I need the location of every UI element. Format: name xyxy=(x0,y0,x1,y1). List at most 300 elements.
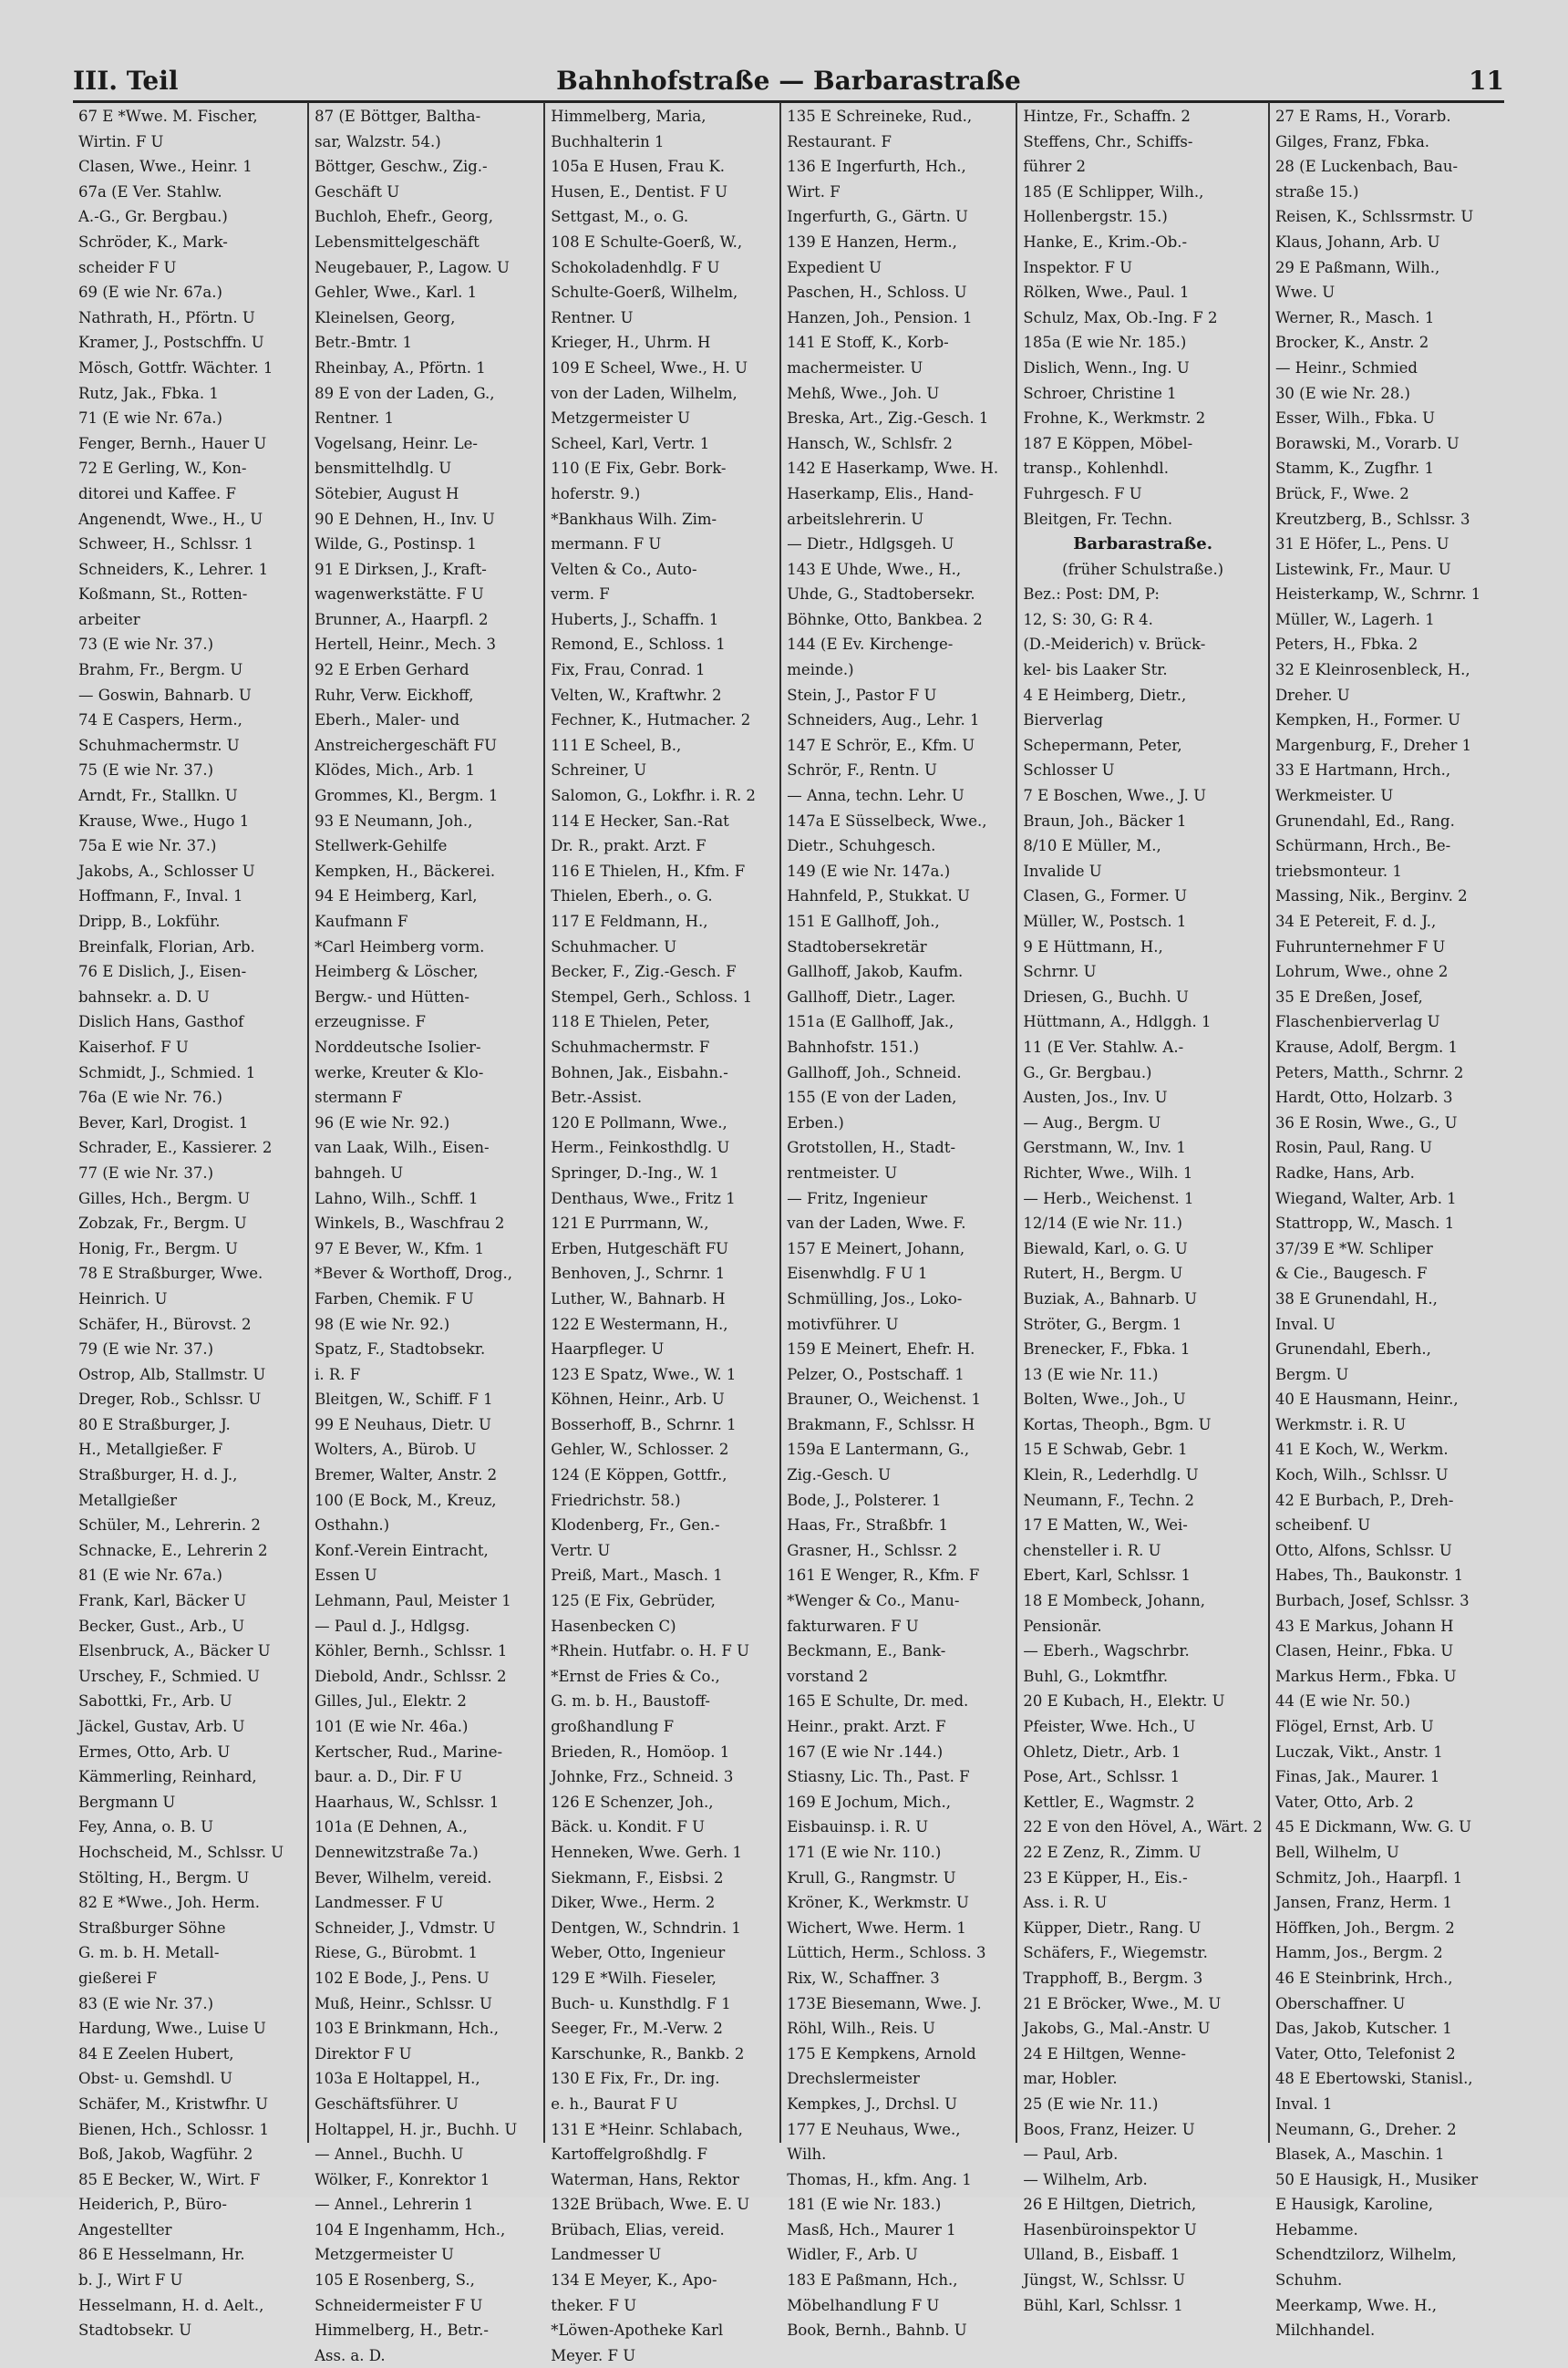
directory-entry: Landmesser U xyxy=(551,2246,662,2264)
directory-entry: — Paul, Arb. xyxy=(1023,2146,1119,2164)
directory-entry: Henneken, Wwe. Gerh. 1 xyxy=(551,1843,743,1861)
directory-entry: Klaus, Johann, Arb. U xyxy=(1274,233,1440,251)
directory-entry: Schuhmacher. U xyxy=(551,937,677,956)
directory-entry: Schrnr. U xyxy=(1023,963,1097,981)
directory-entry: Schroer, Christine 1 xyxy=(1023,384,1177,402)
directory-entry: 31 E Höfer, L., Pens. U xyxy=(1274,535,1449,553)
street-range-title: Bahnhofstraße — Barbarastraße xyxy=(556,66,1021,96)
directory-entry: Rutert, H., Bergm. U xyxy=(1023,1265,1183,1283)
directory-entry: werke, Kreuter & Klo- xyxy=(315,1063,484,1081)
directory-entry: Expedient U xyxy=(787,258,882,276)
directory-entry: Brieden, R., Homöop. 1 xyxy=(551,1742,730,1761)
directory-entry: Gilles, Jul., Elektr. 2 xyxy=(315,1692,467,1711)
directory-entry: Jakobs, G., Mal.-Anstr. U xyxy=(1023,2020,1211,2038)
directory-entry: 116 E Thielen, H., Kfm. F xyxy=(551,862,746,880)
directory-entry: 139 E Hanzen, Herm., xyxy=(787,233,957,251)
directory-entry: 90 E Dehnen, H., Inv. U xyxy=(315,510,495,528)
directory-entry: 147 E Schrör, E., Kfm. U xyxy=(787,736,975,754)
directory-entry: Peters, H., Fbka. 2 xyxy=(1274,636,1418,654)
directory-entry: 4 E Heimberg, Dietr., xyxy=(1023,686,1187,704)
directory-entry: Kempken, H., Bäckerei. xyxy=(315,862,496,880)
directory-entry: wagenwerkstätte. F U xyxy=(315,585,484,604)
directory-entry: 111 E Scheel, B., xyxy=(551,736,682,754)
directory-entry: Angestellter xyxy=(78,2220,172,2239)
directory-entry: Drechslermeister xyxy=(787,2070,920,2088)
directory-entry: Vogelsang, Heinr. Le- xyxy=(315,434,478,452)
directory-entry: Meerkamp, Wwe. H., xyxy=(1274,2296,1437,2314)
directory-entry: erzeugnisse. F xyxy=(315,1013,426,1031)
directory-entry: 12, S: 30, G: R 4. xyxy=(1023,610,1153,628)
directory-entry: Rutz, Jak., Fbka. 1 xyxy=(78,384,219,402)
directory-entry: Hintze, Fr., Schaffn. 2 xyxy=(1023,108,1191,125)
directory-entry: Werkmeister. U xyxy=(1274,787,1394,805)
directory-entry: Muß, Heinr., Schlssr. U xyxy=(315,1994,492,2012)
directory-entry: 159a E Lantermann, G., xyxy=(787,1441,970,1459)
directory-entry: G. m. b. H. Metall- xyxy=(78,1944,220,1962)
directory-entry: Ruhr, Verw. Eickhoff, xyxy=(315,686,474,704)
directory-entry: Buch- u. Kunsthdlg. F 1 xyxy=(551,1994,731,2012)
directory-entry: Bosserhoff, B., Schrnr. 1 xyxy=(551,1415,737,1433)
directory-entry: Wilh. xyxy=(787,2146,827,2164)
directory-entry: Lebensmittelgeschäft xyxy=(315,233,480,251)
directory-entry: Konf.-Verein Eintracht, xyxy=(315,1541,489,1559)
directory-entry: b. J., Wirt F U xyxy=(78,2271,183,2290)
directory-entry: 23 E Küpper, H., Eis.- xyxy=(1023,1868,1188,1887)
directory-entry: Dreger, Rob., Schlssr. U xyxy=(78,1391,262,1409)
directory-entry: Honig, Fr., Bergm. U xyxy=(78,1239,238,1257)
directory-entry: Hahnfeld, P., Stukkat. U xyxy=(787,887,970,905)
directory-entry: Wolters, A., Bürob. U xyxy=(315,1441,477,1459)
directory-entry: Werner, R., Masch. 1 xyxy=(1274,308,1435,326)
directory-entry: 134 E Meyer, K., Apo- xyxy=(551,2271,717,2290)
directory-entry: E Hausigk, Karoline, xyxy=(1274,2196,1434,2214)
directory-entry: Bergw.- und Hütten- xyxy=(315,988,469,1006)
directory-entry: Hasenbecken C) xyxy=(551,1617,676,1635)
directory-entry: Beckmann, E., Bank- xyxy=(787,1642,946,1660)
directory-entry: 136 E Ingerfurth, Hch., xyxy=(787,158,966,176)
directory-entry: Schokoladenhdlg. F U xyxy=(551,258,720,276)
directory-entry: 99 E Neuhaus, Dietr. U xyxy=(315,1415,491,1433)
directory-entry: bensmittelhdlg. U xyxy=(315,460,452,478)
directory-entry: Straßburger, H. d. J., xyxy=(78,1466,238,1484)
directory-entry: Jansen, Franz, Herm. 1 xyxy=(1274,1894,1453,1912)
directory-entry: 18 E Mombeck, Johann, xyxy=(1023,1592,1205,1610)
directory-entry: Wirt. F xyxy=(787,182,841,201)
directory-entry: 100 (E Bock, M., Kreuz, xyxy=(315,1491,497,1509)
directory-entry: mermann. F U xyxy=(551,535,662,553)
directory-entry: Springer, D.-Ing., W. 1 xyxy=(551,1163,719,1182)
directory-entry: Husen, E., Dentist. F U xyxy=(551,182,728,201)
directory-entry: 157 E Meinert, Johann, xyxy=(787,1239,965,1257)
directory-column-1 xyxy=(73,102,309,2340)
directory-entry: 151 E Gallhoff, Joh., xyxy=(787,913,940,930)
directory-entry: Richter, Wwe., Wilh. 1 xyxy=(1023,1163,1193,1182)
directory-entry: — Paul d. J., Hdlgsg. xyxy=(315,1617,470,1635)
directory-entry: 187 E Köppen, Möbel- xyxy=(1023,434,1193,452)
directory-entry: kel- bis Laaker Str. xyxy=(1023,661,1168,679)
directory-entry: *Wenger & Co., Manu- xyxy=(787,1592,960,1610)
directory-entry: *Bever & Worthoff, Drog., xyxy=(315,1265,512,1283)
directory-entry: 159 E Meinert, Ehefr. H. xyxy=(787,1340,975,1359)
directory-entry: 45 E Dickmann, Ww. G. U xyxy=(1274,1818,1472,1836)
directory-entry: Kaiserhof. F U xyxy=(78,1038,189,1056)
directory-entry: Wilde, G., Postinsp. 1 xyxy=(315,535,477,553)
directory-entry: 135 E Schreineke, Rud., xyxy=(787,108,973,125)
directory-entry: *Ernst de Fries & Co., xyxy=(551,1667,720,1685)
directory-entry: 181 (E wie Nr. 183.) xyxy=(787,2196,942,2214)
directory-entry: Röhl, Wilh., Reis. U xyxy=(787,2020,935,2038)
directory-entry: Hesselmann, H. d. Aelt., xyxy=(78,2296,264,2314)
directory-entry: Wichert, Wwe. Herm. 1 xyxy=(787,1918,966,1937)
directory-entry: Heimberg & Löscher, xyxy=(315,963,479,981)
directory-entry: Winkels, B., Waschfrau 2 xyxy=(315,1215,505,1233)
directory-entry: Widler, F., Arb. U xyxy=(787,2246,918,2264)
directory-entry: 102 E Bode, J., Pens. U xyxy=(315,1969,490,1987)
directory-entry: 105 E Rosenberg, S., xyxy=(315,2271,475,2290)
directory-entry: H., Metallgießer. F xyxy=(78,1441,223,1459)
directory-entry: Huberts, J., Schaffn. 1 xyxy=(551,610,719,628)
directory-entry: Bremer, Walter, Anstr. 2 xyxy=(315,1466,498,1484)
directory-entry: Radke, Hans, Arb. xyxy=(1274,1163,1415,1182)
directory-entry: 81 (E wie Nr. 67a.) xyxy=(78,1567,222,1585)
directory-entry: 41 E Koch, W., Werkm. xyxy=(1274,1441,1449,1459)
directory-entry: Betr.-Assist. xyxy=(551,1089,643,1107)
directory-entry: Luczak, Vikt., Anstr. 1 xyxy=(1274,1742,1443,1761)
directory-entry: Becker, Gust., Arb., U xyxy=(78,1617,245,1635)
directory-entry: 97 E Bever, W., Kfm. 1 xyxy=(315,1239,485,1257)
directory-entry: Kempken, H., Former. U xyxy=(1274,711,1461,729)
directory-entry: Pensionär. xyxy=(1023,1617,1102,1635)
directory-entry: Clasen, G., Former. U xyxy=(1023,887,1188,905)
directory-entry: Weber, Otto, Ingenieur xyxy=(551,1944,726,1962)
directory-entry: 38 E Grunendahl, H., xyxy=(1274,1289,1438,1308)
directory-entry: 34 E Petereit, F. d. J., xyxy=(1274,913,1437,930)
directory-entry: Restaurant. F xyxy=(787,132,892,150)
directory-entry: 46 E Steinbrink, Hrch., xyxy=(1274,1969,1453,1987)
directory-entry: Brahm, Fr., Bergm. U xyxy=(78,661,243,679)
directory-entry: Inval. 1 xyxy=(1274,2094,1333,2113)
directory-entry: (früher Schulstraße.) xyxy=(1062,560,1224,578)
directory-entry: Book, Bernh., Bahnb. U xyxy=(787,2321,967,2340)
directory-entry: ditorei und Kaffee. F xyxy=(78,484,236,502)
directory-entry: verm. F xyxy=(551,585,610,604)
directory-column-3 xyxy=(545,102,781,2364)
directory-entry: Thomas, H., kfm. Ang. 1 xyxy=(787,2170,972,2188)
directory-entry: Dislich Hans, Gasthof xyxy=(78,1013,244,1031)
directory-entry: Gehler, Wwe., Karl. 1 xyxy=(315,284,478,302)
directory-entry: sar, Walzstr. 54.) xyxy=(315,132,441,150)
directory-entry: Hansch, W., Schlsfr. 2 xyxy=(787,434,953,452)
directory-entry: Grommes, Kl., Bergm. 1 xyxy=(315,787,499,805)
directory-entry: Das, Jakob, Kutscher. 1 xyxy=(1274,2020,1452,2038)
directory-entry: Buchloh, Ehefr., Georg, xyxy=(315,208,493,226)
directory-entry: Koch, Wilh., Schlssr. U xyxy=(1274,1466,1449,1484)
directory-entry: 114 E Hecker, San.-Rat xyxy=(551,812,729,830)
directory-entry: — Wilhelm, Arb. xyxy=(1023,2170,1148,2188)
directory-entry: Brenecker, F., Fbka. 1 xyxy=(1023,1340,1191,1359)
directory-entry: Hertell, Heinr., Mech. 3 xyxy=(315,636,496,654)
directory-entry: Metallgießer xyxy=(78,1491,177,1509)
directory-entry: 131 E *Heinr. Schlabach, xyxy=(551,2120,743,2138)
directory-entry: Gilles, Hch., Bergm. U xyxy=(78,1189,251,1207)
directory-entry: Essen U xyxy=(315,1567,377,1585)
directory-entry: G. m. b. H., Baustoff- xyxy=(551,1692,710,1711)
directory-entry: Breinfalk, Florian, Arb. xyxy=(78,937,255,956)
directory-entry: Scheel, Karl, Vertr. 1 xyxy=(551,434,710,452)
directory-entry: 76a (E wie Nr. 76.) xyxy=(78,1089,222,1107)
directory-entry: Vater, Otto, Telefonist 2 xyxy=(1274,2044,1456,2063)
directory-entry: 30 (E wie Nr. 28.) xyxy=(1274,384,1410,402)
directory-entry: 28 (E Luckenbach, Bau- xyxy=(1274,158,1459,176)
directory-entry: Dennewitzstraße 7a.) xyxy=(315,1843,479,1861)
directory-entry: 7 E Boschen, Wwe., J. U xyxy=(1023,787,1206,805)
directory-entry: Stamm, K., Zugfhr. 1 xyxy=(1274,460,1435,478)
directory-entry: Obst- u. Gemshdl. U xyxy=(78,2070,233,2088)
directory-entry: Lohrum, Wwe., ohne 2 xyxy=(1274,963,1449,981)
directory-entry: 33 E Hartmann, Hrch., xyxy=(1274,761,1451,780)
directory-entry: Ulland, B., Eisbaff. 1 xyxy=(1023,2246,1181,2264)
directory-entry: Jäckel, Gustav, Arb. U xyxy=(78,1718,245,1735)
directory-entry: motivführer. U xyxy=(787,1315,899,1333)
directory-entry: Inspektor. F U xyxy=(1023,258,1133,276)
directory-entry: Benhoven, J., Schrnr. 1 xyxy=(551,1265,726,1283)
directory-entry: 44 (E wie Nr. 50.) xyxy=(1274,1692,1410,1711)
directory-entry: Köhler, Bernh., Schlssr. 1 xyxy=(315,1642,508,1660)
directory-entry: 123 E Spatz, Wwe., W. 1 xyxy=(551,1365,737,1383)
directory-entry: machermeister. U xyxy=(787,358,923,377)
directory-entry: Köhnen, Heinr., Arb. U xyxy=(551,1391,725,1409)
directory-entry: bahnsekr. a. D. U xyxy=(78,988,210,1006)
directory-entry: 144 (E Ev. Kirchenge- xyxy=(787,636,954,654)
directory-entry: baur. a. D., Dir. F U xyxy=(315,1768,463,1786)
directory-entry: Hebamme. xyxy=(1274,2220,1358,2239)
directory-entry: Barbarastraße. xyxy=(1073,534,1213,554)
directory-entry: Heisterkamp, W., Schrnr. 1 xyxy=(1274,585,1481,604)
directory-entry: Reisen, K., Schlssrmstr. U xyxy=(1274,208,1474,226)
directory-entry: Müller, W., Postsch. 1 xyxy=(1023,913,1187,930)
directory-entry: Vater, Otto, Arb. 2 xyxy=(1274,1793,1414,1811)
directory-entry: Kröner, K., Werkmstr. U xyxy=(787,1894,969,1912)
directory-entry: 73 (E wie Nr. 37.) xyxy=(78,636,214,654)
directory-entry: Stein, J., Pastor F U xyxy=(787,686,937,704)
directory-entry: 130 E Fix, Fr., Dr. ing. xyxy=(551,2070,720,2088)
directory-entry: 122 E Westermann, H., xyxy=(551,1315,728,1333)
directory-entry: Lüttich, Herm., Schloss. 3 xyxy=(787,1944,986,1962)
page-number: 11 xyxy=(1469,66,1504,96)
directory-entry: 21 E Bröcker, Wwe., M. U xyxy=(1023,1994,1222,2012)
directory-entry: Flaschenbierverlag U xyxy=(1274,1013,1440,1031)
directory-entry: Urschey, F., Schmied. U xyxy=(78,1667,260,1685)
directory-entry: triebsmonteur. 1 xyxy=(1274,862,1402,880)
directory-entry: Boos, Franz, Heizer. U xyxy=(1023,2120,1195,2138)
directory-entry: Böhnke, Otto, Bankbea. 2 xyxy=(787,610,983,628)
directory-entry: Clasen, Heinr., Fbka. U xyxy=(1274,1642,1454,1660)
directory-entry: 75 (E wie Nr. 37.) xyxy=(78,761,214,780)
directory-entry: Krull, G., Rangmstr. U xyxy=(787,1868,956,1887)
directory-entry: Margenburg, F., Dreher 1 xyxy=(1274,736,1472,754)
directory-entry: Friedrichstr. 58.) xyxy=(551,1491,681,1509)
directory-entry: Schneiders, Aug., Lehr. 1 xyxy=(787,711,980,729)
directory-entry: Borawski, M., Vorarb. U xyxy=(1274,434,1460,452)
directory-entry: Schlosser U xyxy=(1023,761,1115,780)
directory-entry: Heiderich, P., Büro- xyxy=(78,2196,227,2214)
directory-entry: Schneiders, K., Lehrer. 1 xyxy=(78,560,269,578)
directory-entry: 77 (E wie Nr. 37.) xyxy=(78,1163,214,1182)
directory-entry: Brakmann, F., Schlssr. H xyxy=(787,1415,975,1433)
directory-entry: Metzgermeister U xyxy=(315,2246,454,2264)
directory-entry: Brück, F., Wwe. 2 xyxy=(1274,484,1409,502)
directory-entry: 126 E Schenzer, Joh., xyxy=(551,1793,714,1811)
directory-entry: Bell, Wilhelm, U xyxy=(1274,1843,1399,1861)
directory-entry: Hanke, E., Krim.-Ob.- xyxy=(1023,233,1188,251)
directory-entry: 22 E von den Hövel, A., Wärt. 2 xyxy=(1023,1818,1263,1836)
directory-entry: Schepermann, Peter, xyxy=(1023,736,1182,754)
directory-entry: Schulte-Goerß, Wilhelm, xyxy=(551,284,738,302)
directory-entry: Bühl, Karl, Schlssr. 1 xyxy=(1023,2296,1183,2314)
directory-entry: straße 15.) xyxy=(1274,182,1359,201)
directory-entry: Dreher. U xyxy=(1274,686,1350,704)
directory-entry: Gerstmann, W., Inv. 1 xyxy=(1023,1139,1186,1157)
directory-entry: Schreiner, U xyxy=(551,761,647,780)
directory-entry: Erben, Hutgeschäft FU xyxy=(551,1239,729,1257)
directory-entry: — Anna, techn. Lehr. U xyxy=(787,787,965,805)
directory-entry: Buhl, G., Lokmtfhr. xyxy=(1023,1667,1169,1685)
directory-entry: 67a (E Ver. Stahlw. xyxy=(78,182,222,201)
directory-entry: Clasen, Wwe., Heinr. 1 xyxy=(78,158,253,176)
directory-entry: Kaufmann F xyxy=(315,913,408,930)
directory-entry: 177 E Neuhaus, Wwe., xyxy=(787,2120,961,2138)
directory-entry: 142 E Haserkamp, Wwe. H. xyxy=(787,460,999,478)
directory-entry: Klodenberg, Fr., Gen.- xyxy=(551,1516,720,1535)
directory-entry: Pose, Art., Schlssr. 1 xyxy=(1023,1768,1181,1786)
directory-entry: 98 (E wie Nr. 92.) xyxy=(315,1315,450,1333)
directory-entry: Sabottki, Fr., Arb. U xyxy=(78,1692,232,1711)
directory-column-6 xyxy=(1270,102,1504,2340)
directory-entry: Finas, Jak., Maurer. 1 xyxy=(1274,1768,1440,1786)
directory-entry: Buchhalterin 1 xyxy=(551,132,665,150)
directory-entry: Stiasny, Lic. Th., Past. F xyxy=(787,1768,970,1786)
directory-entry: Bolten, Wwe., Joh., U xyxy=(1023,1391,1186,1409)
directory-entry: Erben.) xyxy=(787,1113,844,1132)
directory-entry: Schulz, Max, Ob.-Ing. F 2 xyxy=(1023,308,1218,326)
directory-entry: Klein, R., Lederhdlg. U xyxy=(1023,1466,1199,1484)
directory-entry: Stadtobsekr. U xyxy=(78,2321,192,2340)
directory-entry: Anstreichergeschäft FU xyxy=(315,736,498,754)
directory-entry: Ingerfurth, G., Gärtn. U xyxy=(787,208,968,226)
directory-entry: Fuhrgesch. F U xyxy=(1023,484,1142,502)
directory-entry: Massing, Nik., Berginv. 2 xyxy=(1274,887,1468,905)
directory-entry: Thielen, Eberh., o. G. xyxy=(551,887,713,905)
directory-entry: Schweer, H., Schlssr. 1 xyxy=(78,535,253,553)
directory-entry: Listewink, Fr., Maur. U xyxy=(1274,560,1451,578)
directory-entry: Brunner, A., Haarpfl. 2 xyxy=(315,610,489,628)
directory-entry: 12/14 (E wie Nr. 11.) xyxy=(1023,1215,1182,1233)
directory-entry: Schröder, K., Mark- xyxy=(78,233,228,251)
directory-entry: 109 E Scheel, Wwe., H. U xyxy=(551,358,748,377)
directory-entry: Bahnhofstr. 151.) xyxy=(787,1038,920,1056)
directory-entry: 118 E Thielen, Peter, xyxy=(551,1013,710,1031)
directory-entry: 72 E Gerling, W., Kon- xyxy=(78,460,247,478)
directory-entry: Haserkamp, Elis., Hand- xyxy=(787,484,974,502)
directory-entry: van der Laden, Wwe. F. xyxy=(787,1215,966,1233)
directory-entry: Krieger, H., Uhrm. H xyxy=(551,334,711,352)
directory-entry: Heinrich. U xyxy=(78,1289,168,1308)
directory-entry: Gehler, W., Schlosser. 2 xyxy=(551,1441,729,1459)
directory-entry: Haarhaus, W., Schlssr. 1 xyxy=(315,1793,500,1811)
directory-entry: Stölting, H., Bergm. U xyxy=(78,1868,250,1887)
directory-entry: 96 (E wie Nr. 92.) xyxy=(315,1113,450,1132)
directory-entry: Farben, Chemik. F U xyxy=(315,1289,474,1308)
directory-entry: Biewald, Karl, o. G. U xyxy=(1023,1239,1188,1257)
directory-entry: — Annel., Lehrerin 1 xyxy=(315,2196,474,2214)
directory-entry: Böttger, Geschw., Zig.- xyxy=(315,158,488,176)
directory-entry: 104 E Ingenhamm, Hch., xyxy=(315,2220,506,2239)
directory-entry: Fenger, Bernh., Hauer U xyxy=(78,434,267,452)
directory-entry: Uhde, G., Stadtobersekr. xyxy=(787,585,975,604)
directory-entry: 185a (E wie Nr. 185.) xyxy=(1023,334,1187,352)
directory-entry: 78 E Straßburger, Wwe. xyxy=(78,1265,263,1283)
directory-entry: — Goswin, Bahnarb. U xyxy=(78,686,252,704)
directory-entry: *Löwen-Apotheke Karl xyxy=(551,2321,724,2340)
directory-entry: Gilges, Franz, Fbka. xyxy=(1274,132,1430,150)
directory-entry: meinde.) xyxy=(787,661,854,679)
directory-entry: Masß, Hch., Maurer 1 xyxy=(787,2220,956,2239)
directory-entry: 169 E Jochum, Mich., xyxy=(787,1793,952,1811)
directory-entry: 171 (E wie Nr. 110.) xyxy=(787,1843,942,1861)
directory-entry: Karschunke, R., Bankb. 2 xyxy=(551,2044,745,2063)
directory-entry: 20 E Kubach, H., Elektr. U xyxy=(1023,1692,1225,1711)
directory-entry: Gallhoff, Jakob, Kaufm. xyxy=(787,963,964,981)
directory-entry: Rentner. 1 xyxy=(315,409,394,428)
directory-entry: Geschäftsführer. U xyxy=(315,2094,459,2113)
directory-entry: — Fritz, Ingenieur xyxy=(787,1189,928,1207)
directory-entry: 26 E Hiltgen, Dietrich, xyxy=(1023,2196,1197,2214)
directory-entry: Arndt, Fr., Stallkn. U xyxy=(78,787,238,805)
directory-entry: Bienen, Hch., Schlossr. 1 xyxy=(78,2120,270,2138)
directory-entry: 13 (E wie Nr. 11.) xyxy=(1023,1365,1159,1383)
directory-entry: Schmülling, Jos., Loko- xyxy=(787,1289,963,1308)
directory-entry: Schendtzilorz, Wilhelm, xyxy=(1274,2246,1457,2264)
directory-entry: Kertscher, Rud., Marine- xyxy=(315,1742,503,1761)
directory-entry: Gallhoff, Joh., Schneid. xyxy=(787,1063,962,1081)
directory-entry: Kleinelsen, Georg, xyxy=(315,308,456,326)
directory-entry: Siekmann, F., Eisbsi. 2 xyxy=(551,1868,724,1887)
directory-entry: 173E Biesemann, Wwe. J. xyxy=(787,1994,982,2012)
part-label: III. Teil xyxy=(73,66,179,96)
directory-entry: Breska, Art., Zig.-Gesch. 1 xyxy=(787,409,989,428)
directory-entry: Peters, Matth., Schrnr. 2 xyxy=(1274,1063,1464,1081)
directory-entry: 89 E von der Laden, G., xyxy=(315,384,495,402)
directory-entry: 82 E *Wwe., Joh. Herm. xyxy=(78,1894,260,1912)
directory-entry: 185 (E Schlipper, Wilh., xyxy=(1023,182,1204,201)
directory-entry: Direktor F U xyxy=(315,2044,412,2063)
directory-entry: arbeiter xyxy=(78,610,140,628)
directory-entry: Dripp, B., Lokführ. xyxy=(78,913,221,930)
directory-entry: (D.-Meiderich) v. Brück- xyxy=(1023,636,1206,654)
directory-entry: Spatz, F., Stadtobsekr. xyxy=(315,1340,486,1359)
directory-entry: bahngeh. U xyxy=(315,1163,404,1182)
directory-entry: Dentgen, W., Schndrin. 1 xyxy=(551,1918,741,1937)
directory-entry: Brocker, K., Anstr. 2 xyxy=(1274,334,1429,352)
directory-entry: Settgast, M., o. G. xyxy=(551,208,689,226)
directory-entry: Himmelberg, Maria, xyxy=(551,108,707,125)
directory-entry: Rix, W., Schaffner. 3 xyxy=(787,1969,940,1987)
directory-entry: Zobzak, Fr., Bergm. U xyxy=(78,1215,247,1233)
directory-entry: Höffken, Joh., Bergm. 2 xyxy=(1274,1918,1455,1937)
directory-entry: *Bankhaus Wilh. Zim- xyxy=(551,510,717,528)
directory-entry: Stadtobersekretär xyxy=(787,937,927,956)
directory-entry: 161 E Wenger, R., Kfm. F xyxy=(787,1567,980,1585)
